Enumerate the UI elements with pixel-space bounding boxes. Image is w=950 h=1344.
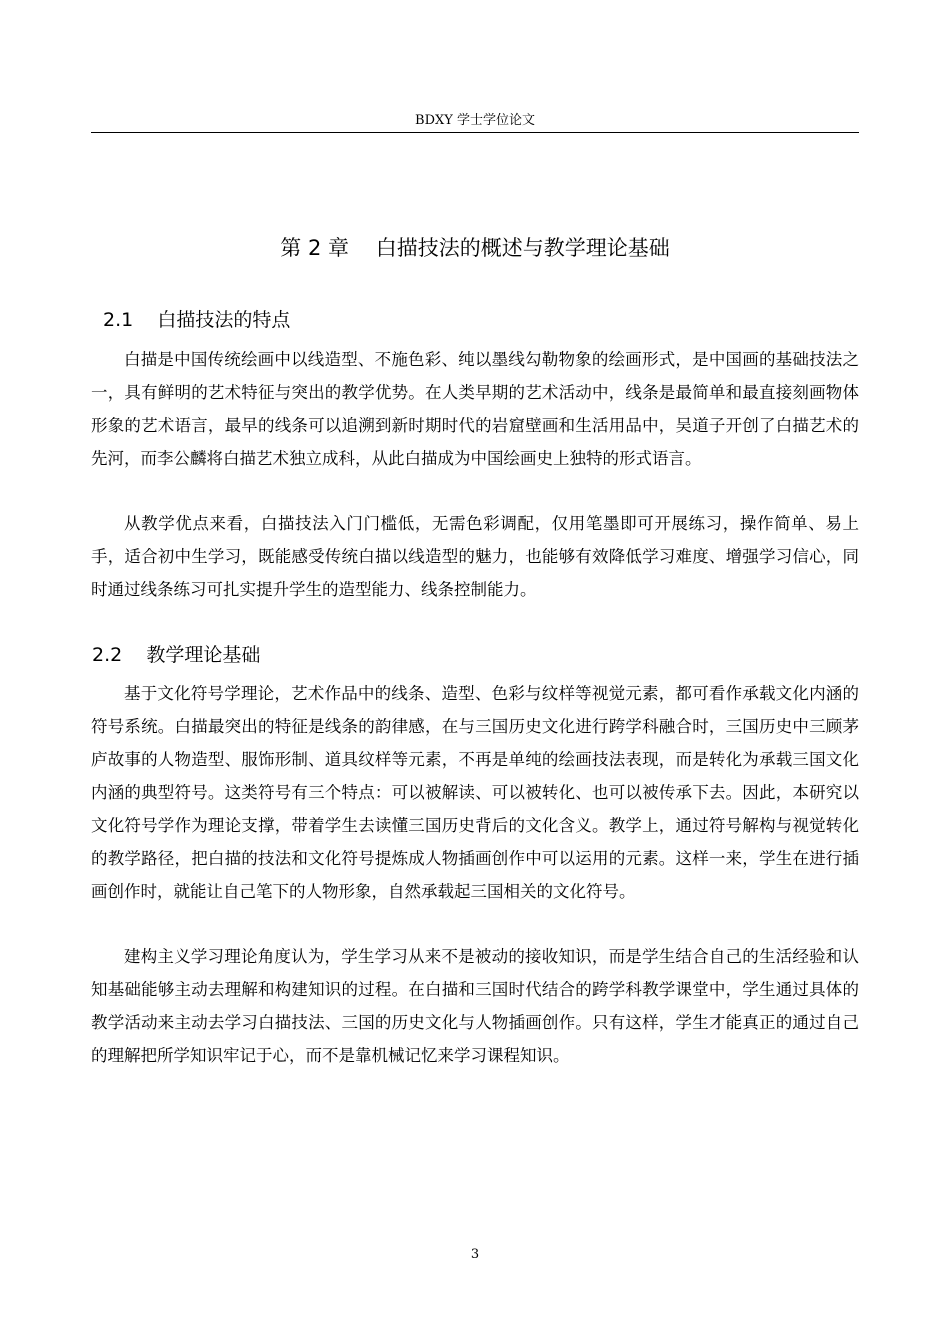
page-number: 3	[470, 1247, 480, 1262]
section-heading-2-2: 2.2 教学理论基础	[92, 644, 261, 666]
paragraph-2-2-1: 基于文化符号学理论，艺术作品中的线条、造型、色彩与纹样等视觉元素，都可看作承载文化内涵的符号系统。白描最突出的特征是线条的韵律感，在与三国历史文化进行跨学科融合时，三国历史中三顾茅庐故事的人物造型、服饰形制、道具纹样等元素，不再是单纯的绘画技法表现，而是转化为承载三国文化内涵的典型符号。这类符号有三个特点：可以被解读、可以被转化、也可以被传承下去。因此，本研究以文化符号学作为理论支撑，带着学生去读懂三国历史背后的文化含义。教学上，通过符号解构与视觉转化的教学路径，把白描的技法和文化符号提炼成人物插画创作中可以运用的元素。这样一来，学生在进行插画创作时，就能让自己笔下的人物形象，自然承载起三国相关的文化符号。	[91, 684, 859, 901]
paragraph-2-1-2: 从教学优点来看，白描技法入门门槛低，无需色彩调配，仅用笔墨即可开展练习，操作简单、易上手，适合初中生学习，既能感受传统白描以线造型的魅力，也能够有效降低学习难度、增强学习信心，同时通过线条练习可扎实提升学生的造型能力、线条控制能力。	[91, 514, 859, 599]
paragraph-2-2-2: 建构主义学习理论角度认为，学生学习从来不是被动的接收知识，而是学生结合自己的生活经验和认知基础能够主动去理解和构建知识的过程。在白描和三国时代结合的跨学科教学课堂中，学生通过具体的教学活动来主动去学习白描技法、三国的历史文化与人物插画创作。只有这样，学生才能真正的通过自己的理解把所学知识牢记于心，而不是靠机械记忆来学习课程知识。	[91, 947, 859, 1065]
chapter-title: 第 2 章 白描技法的概述与教学理论基础	[280, 236, 670, 260]
section-heading-2-1: 2.1 白描技法的特点	[103, 309, 291, 331]
paragraph-2-1-1: 白描是中国传统绘画中以线造型、不施色彩、纯以墨线勾勒物象的绘画形式，是中国画的基础技法之一，具有鲜明的艺术特征与突出的教学优势。在人类早期的艺术活动中，线条是最简单和最直接刻画物体形象的艺术语言，最早的线条可以追溯到新时期时代的岩窟壁画和生活用品中，吴道子开创了白描艺术的先河，而李公麟将白描艺术独立成科，从此白描成为中国绘画史上独特的形式语言。	[91, 350, 859, 468]
running-header: BDXY 学士学位论文	[91, 112, 859, 133]
